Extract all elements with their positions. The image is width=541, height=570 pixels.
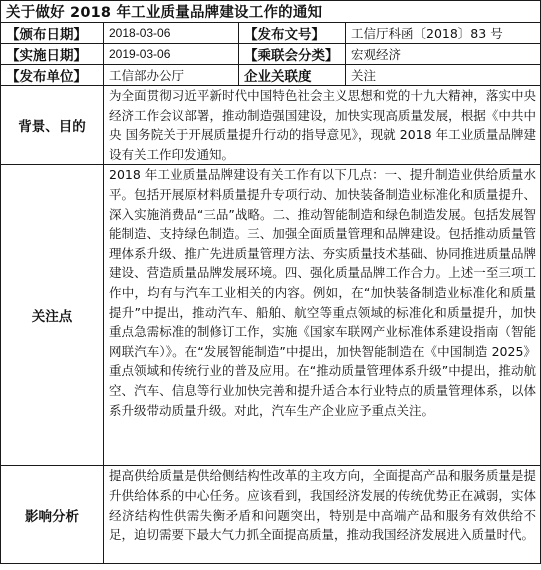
document-title: 关于做好 2018 年工业质量品牌建设工作的通知 (1, 1, 541, 23)
publisher-value: 工信部办公厅 (104, 65, 239, 86)
meta-row-dates (1, 23, 541, 44)
category-label: 【乘联会分类】 (239, 44, 346, 65)
issue-date-label: 【颁布日期】 (1, 23, 104, 44)
effective-date-label: 【实施日期】 (1, 44, 104, 65)
section-text-focus: 2018 年工业质量品牌建设有关工作有以下几点：一、提升制造业供给质量水平。包括开展原材料质量提升专项行动、加快装备制造业标准化和质量提升、深入实施消费品“三品”战略。二、推动智能制造和绿色制造发展。包括发展智能制造、支持绿色制造。三、加强全面质量管理和品牌建设。包括推动质量管理体系升级、推广先进质量管理方法、夯实质量技术基础、协同推进质量品牌建设、营造质量品牌发展环境。四、强化质量品牌工作合力。上述一至三项工作中，均有与汽车工业相关的内容。例如，在“加快装备制造业标准化和质量提升”中提出，推动汽车、船舶、航空等重点领域的标准化和质量提升，加快重点急需标准的制修订工作，实施《国家车联网产业标准体系建设指南（智能网联汽车）》。在“发展智能制造”中提出，加快智能制造在《中国制造 2025》重点领域和传统行业的普及应用。在“推动质量管理体系升级”中提出，推动航空、汽车、信息等行业加快完善和提升适合本行业特点的质量管理体系，以体系升级带动质量升级。对此，汽车生产企业应予重点关注。 (104, 165, 541, 466)
effective-date-value: 2019-03-06 (104, 44, 239, 65)
section-impact (1, 466, 541, 564)
doc-number-label: 【发布文号】 (239, 23, 346, 44)
section-label-focus: 关注点 (1, 165, 104, 466)
meta-row-publisher (1, 65, 541, 86)
issue-date-value: 2018-03-06 (104, 23, 239, 44)
section-background (1, 86, 541, 165)
section-label-background: 背景、目的 (1, 86, 104, 165)
publisher-label: 【发布单位】 (1, 65, 104, 86)
section-focus (1, 165, 541, 466)
doc-number-value: 工信厅科函〔2018〕83 号 (346, 23, 541, 44)
category-value: 宏观经济 (346, 44, 541, 65)
meta-row-effective (1, 44, 541, 65)
section-text-impact: 提高供给质量是供给侧结构性改革的主攻方向，全面提高产品和服务质量是提升供给体系的中心任务。应该看到，我国经济发展的传统优势正在减弱，实体经济结构性供需失衡矛盾和问题突出，特别是中高端产品和服务有效供给不足，迫切需要下最大气力抓全面提高质量，推动我国经济发展进入质量时代。 (104, 466, 541, 564)
relevance-value: 关注 (346, 65, 541, 86)
section-text-background: 为全面贯彻习近平新时代中国特色社会主义思想和党的十九大精神，落实中央经济工作会议部署，推动制造强国建设，加快实现高质量发展，根据《中共中央 国务院关于开展质量提升行动的指导意见》，现就 2018 年工业质量品牌建设有关工作印发通知。 (104, 86, 541, 165)
section-label-impact: 影响分析 (1, 466, 104, 564)
relevance-label: 企业关联度 (239, 65, 346, 86)
